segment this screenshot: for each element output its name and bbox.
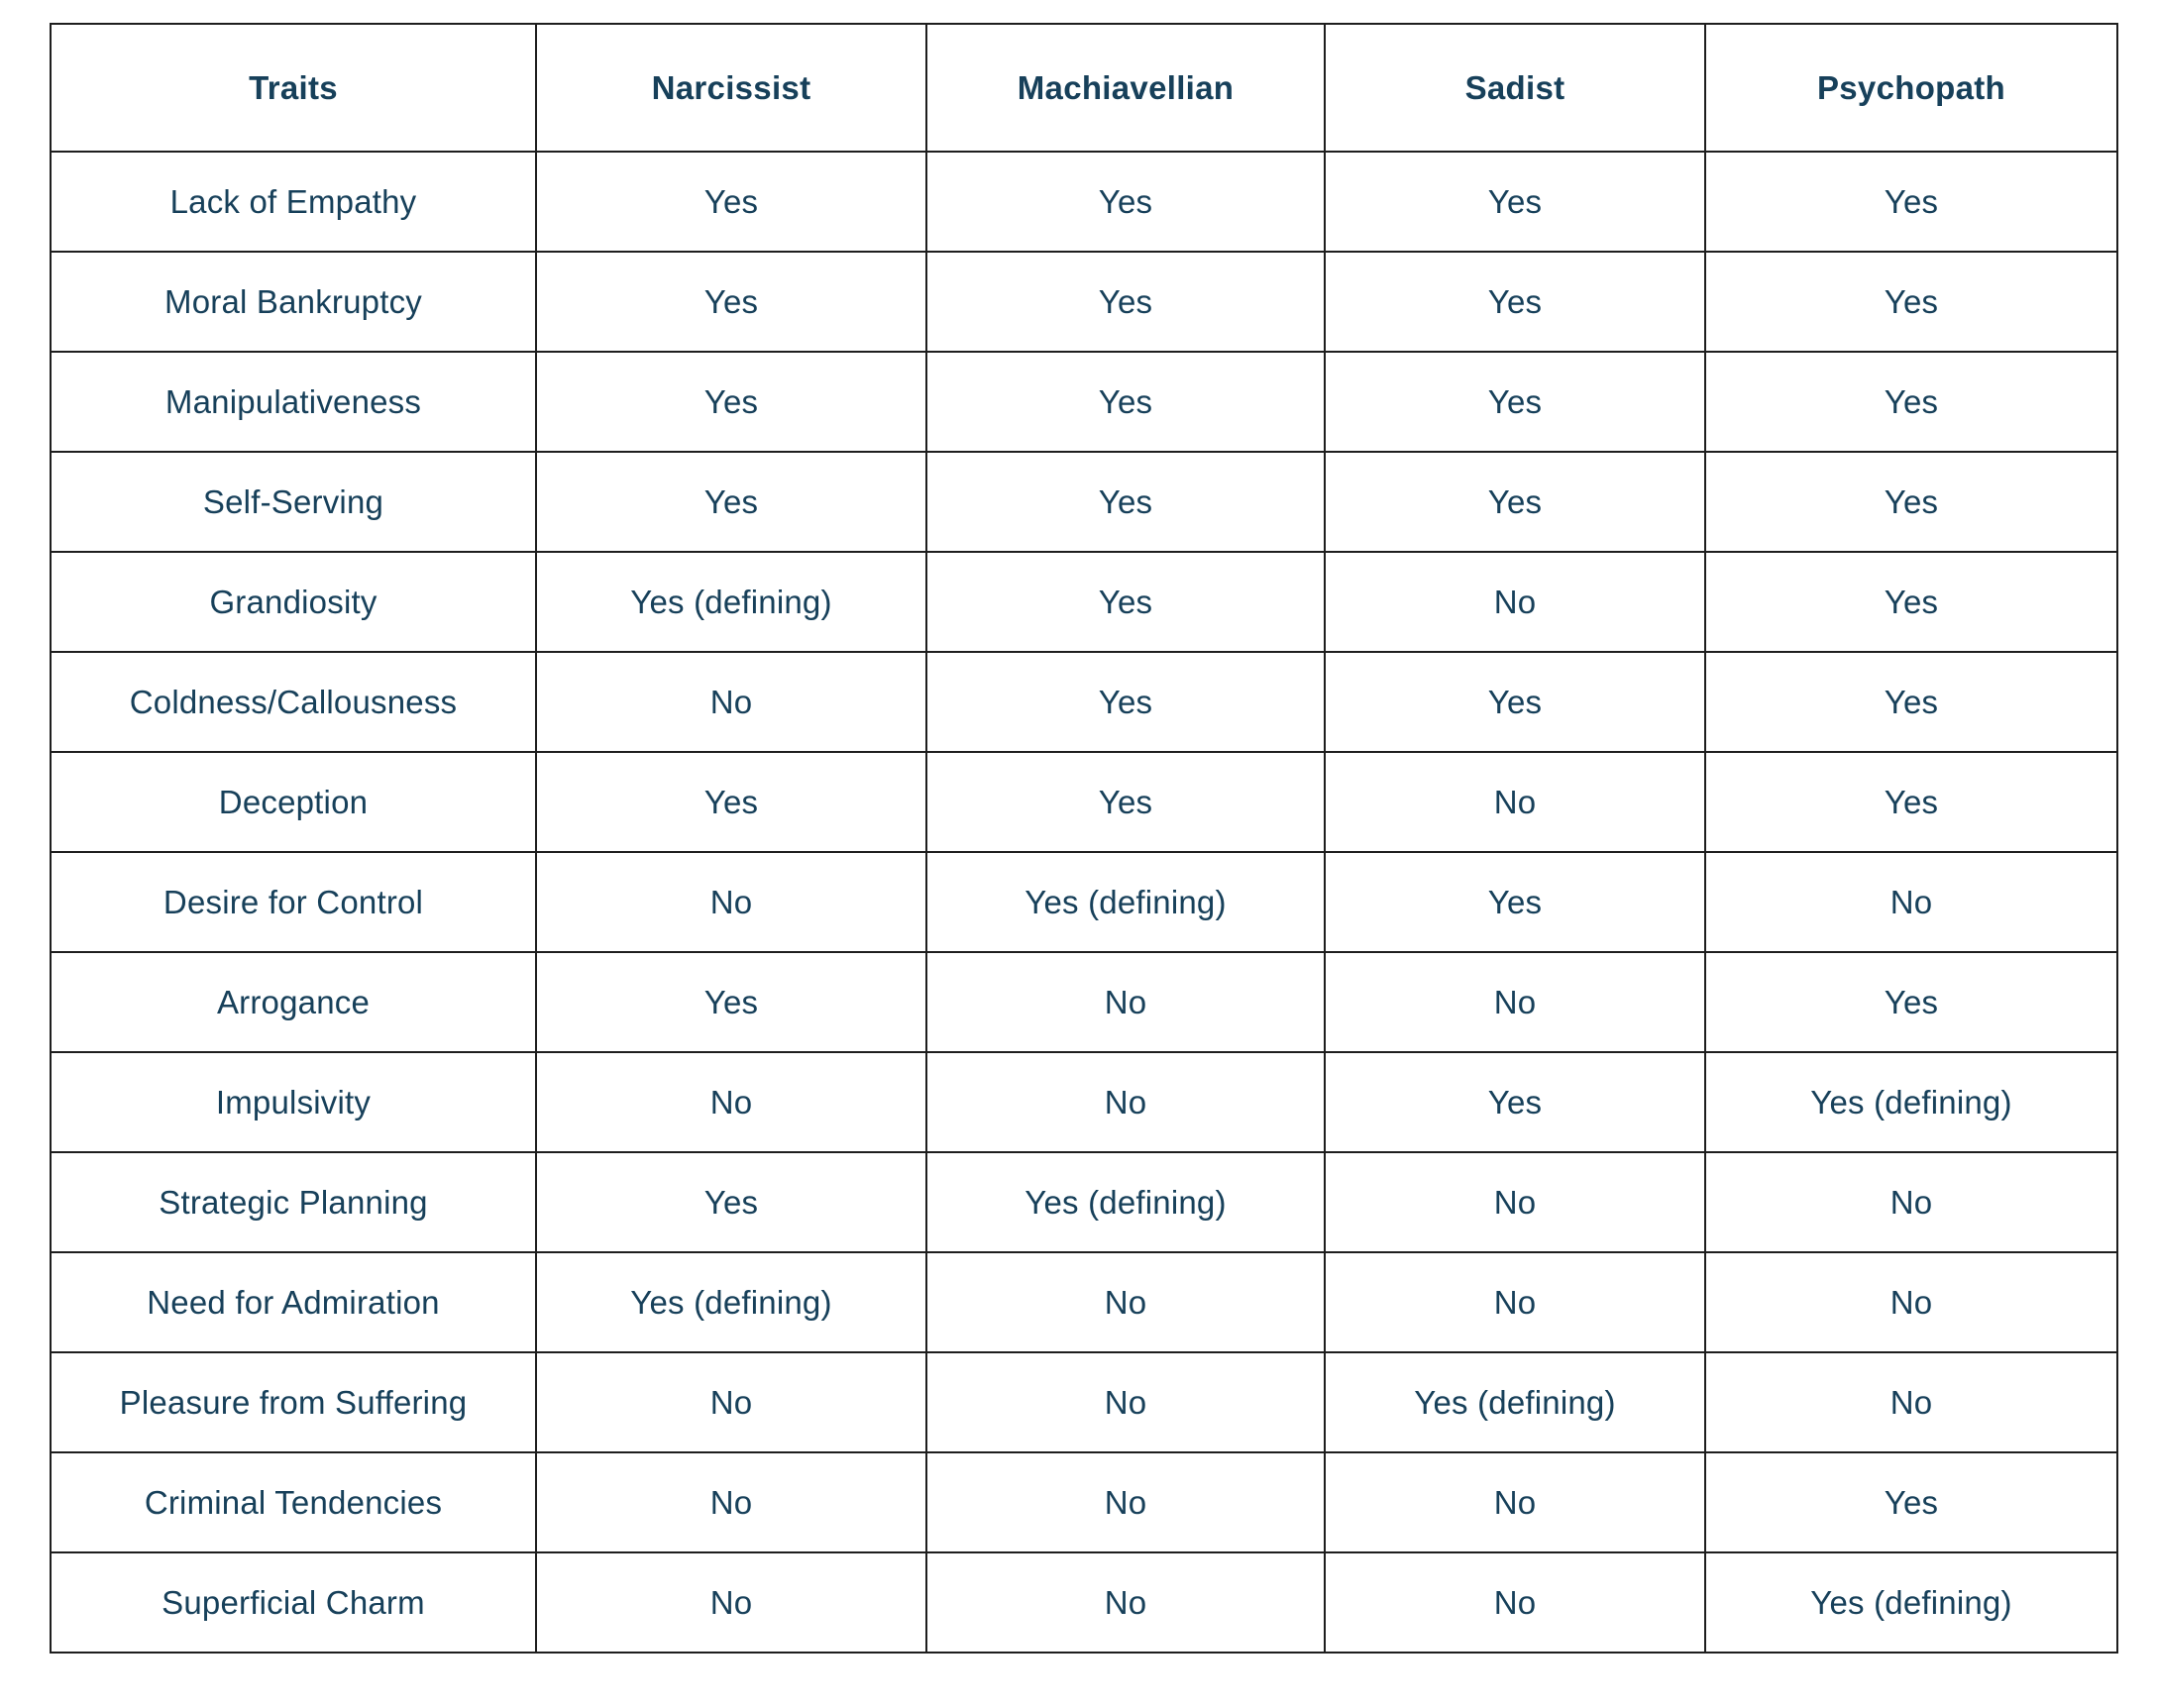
table-row [51,752,2117,852]
machiavellian-cell: Yes [926,552,1325,652]
psychopath-cell: Yes [1705,152,2117,252]
narcissist-cell: Yes (defining) [536,552,926,652]
trait-cell: Criminal Tendencies [51,1452,536,1552]
narcissist-cell: No [536,1052,926,1152]
table-row [51,152,2117,252]
table-row [51,1152,2117,1252]
header-machiavellian: Machiavellian [926,24,1325,152]
trait-cell: Superficial Charm [51,1552,536,1653]
table-row [51,852,2117,952]
table-body [51,152,2117,1653]
trait-cell: Coldness/Callousness [51,652,536,752]
machiavellian-cell: No [926,1052,1325,1152]
header-narcissist: Narcissist [536,24,926,152]
narcissist-cell: No [536,852,926,952]
psychopath-cell: Yes [1705,652,2117,752]
header-sadist: Sadist [1325,24,1705,152]
narcissist-cell: Yes [536,1152,926,1252]
trait-cell: Grandiosity [51,552,536,652]
sadist-cell: No [1325,952,1705,1052]
sadist-cell: Yes [1325,152,1705,252]
psychopath-cell: Yes [1705,952,2117,1052]
psychopath-cell: Yes [1705,352,2117,452]
table-row [51,952,2117,1052]
table-row [51,252,2117,352]
trait-cell: Manipulativeness [51,352,536,452]
psychopath-cell: Yes (defining) [1705,1052,2117,1152]
trait-cell: Desire for Control [51,852,536,952]
machiavellian-cell: Yes [926,652,1325,752]
psychopath-cell: No [1705,1252,2117,1352]
trait-cell: Impulsivity [51,1052,536,1152]
table-row [51,1352,2117,1452]
sadist-cell: No [1325,752,1705,852]
machiavellian-cell: Yes [926,452,1325,552]
table-header [51,24,2117,152]
trait-cell: Moral Bankruptcy [51,252,536,352]
psychopath-cell: Yes [1705,752,2117,852]
trait-cell: Self-Serving [51,452,536,552]
narcissist-cell: Yes [536,452,926,552]
table-row [51,1052,2117,1152]
table-row [51,1252,2117,1352]
narcissist-cell: No [536,1452,926,1552]
psychopath-cell: Yes [1705,252,2117,352]
header-psychopath: Psychopath [1705,24,2117,152]
narcissist-cell: Yes (defining) [536,1252,926,1352]
sadist-cell: Yes [1325,252,1705,352]
sadist-cell: Yes [1325,1052,1705,1152]
narcissist-cell: No [536,652,926,752]
machiavellian-cell: No [926,1552,1325,1653]
narcissist-cell: Yes [536,352,926,452]
trait-cell: Need for Admiration [51,1252,536,1352]
narcissist-cell: Yes [536,752,926,852]
machiavellian-cell: No [926,952,1325,1052]
machiavellian-cell: Yes [926,752,1325,852]
narcissist-cell: No [536,1552,926,1653]
table-row [51,552,2117,652]
machiavellian-cell: No [926,1252,1325,1352]
machiavellian-cell: Yes [926,252,1325,352]
psychopath-cell: Yes [1705,552,2117,652]
narcissist-cell: Yes [536,152,926,252]
table-row [51,1552,2117,1653]
psychopath-cell: No [1705,1152,2117,1252]
trait-cell: Deception [51,752,536,852]
sadist-cell: No [1325,1152,1705,1252]
sadist-cell: No [1325,1252,1705,1352]
header-row [51,24,2117,152]
sadist-cell: Yes (defining) [1325,1352,1705,1452]
psychopath-cell: Yes [1705,1452,2117,1552]
narcissist-cell: Yes [536,252,926,352]
machiavellian-cell: Yes [926,352,1325,452]
sadist-cell: Yes [1325,352,1705,452]
sadist-cell: Yes [1325,852,1705,952]
machiavellian-cell: Yes [926,152,1325,252]
table-row [51,1452,2117,1552]
narcissist-cell: Yes [536,952,926,1052]
trait-cell: Pleasure from Suffering [51,1352,536,1452]
machiavellian-cell: No [926,1452,1325,1552]
sadist-cell: Yes [1325,452,1705,552]
sadist-cell: No [1325,1552,1705,1653]
table-row [51,452,2117,552]
traits-comparison-table [50,23,2118,1654]
traits-comparison-table-container [50,23,2116,1654]
psychopath-cell: No [1705,852,2117,952]
table-row [51,352,2117,452]
trait-cell: Lack of Empathy [51,152,536,252]
machiavellian-cell: Yes (defining) [926,1152,1325,1252]
narcissist-cell: No [536,1352,926,1452]
sadist-cell: Yes [1325,652,1705,752]
machiavellian-cell: Yes (defining) [926,852,1325,952]
psychopath-cell: No [1705,1352,2117,1452]
psychopath-cell: Yes (defining) [1705,1552,2117,1653]
sadist-cell: No [1325,1452,1705,1552]
sadist-cell: No [1325,552,1705,652]
header-traits: Traits [51,24,536,152]
trait-cell: Arrogance [51,952,536,1052]
table-row [51,652,2117,752]
psychopath-cell: Yes [1705,452,2117,552]
machiavellian-cell: No [926,1352,1325,1452]
trait-cell: Strategic Planning [51,1152,536,1252]
